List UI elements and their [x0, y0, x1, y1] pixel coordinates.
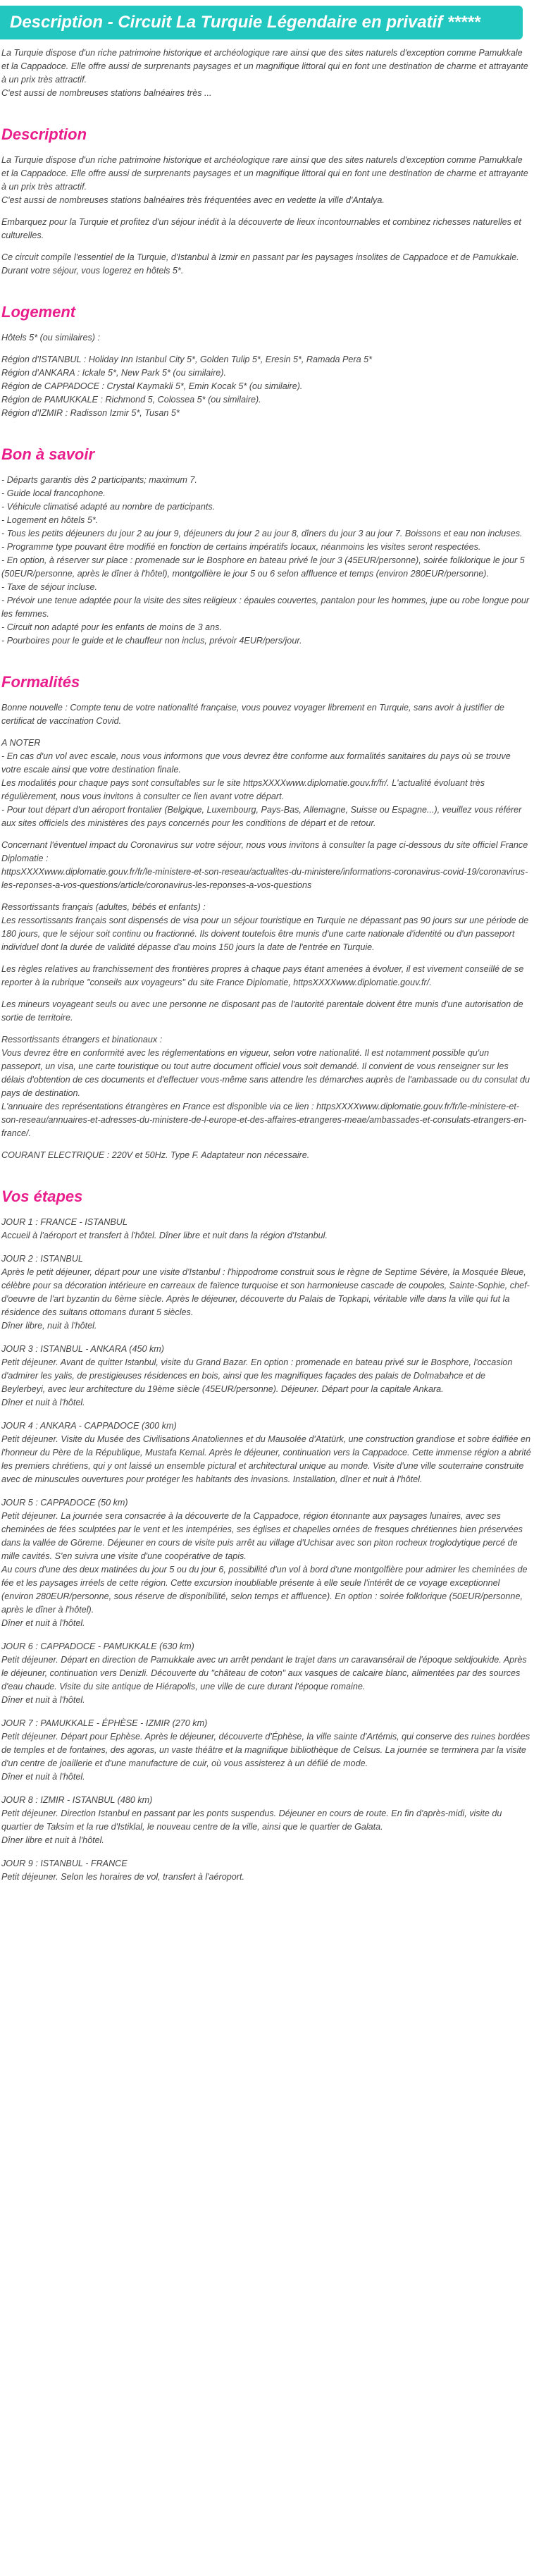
formalites-line: COURANT ELECTRIQUE : 220V et 50Hz. Type F. Adaptateur non nécessaire. — [1, 1150, 310, 1160]
bon-a-savoir-section — [1, 445, 531, 648]
day-text: Petit déjeuner. Départ pour Ephèse. Après le déjeuner, découverte d'Éphèse, la ville sainte d'Artémis, qui conserve des ruines bordées de temples et de fontaines, des agoras, un vaste théâtre et la magnifique bibliothèque de Celsus. La journée se terminera par la visite d'un centre de joaillerie et d'une manufacture de cuir, où vous assisterez à un défilé de mode. — [1, 1732, 530, 1768]
day-text: Petit déjeuner. Direction Istanbul en passant par les ponts suspendus. Déjeuner en cours de route. En fin d'après-midi, visite du quartier de Taksim et la rue d'Istiklal, le nouveau centre de la ville, ainsi que le quartier de Galata. — [1, 1808, 502, 1832]
day-extra: Dîner et nuit à l'hôtel. — [1, 1772, 85, 1782]
etapes-section — [1, 1188, 531, 1884]
day-text: Petit déjeuner. Avant de quitter Istanbul, visite du Grand Bazar. En option : promenade en bateau privé sur le Bosphore, l'occasion d'admirer les yalis, de prestigieuses résidences en bois, ainsi que les magnifiques façades des palais de Dolmabahce et de Beylerbeyi, avec leur architecture du 19ème siècle (45EUR/personne). Déjeuner. Départ pour la capitale Ankara. — [1, 1357, 513, 1394]
day-extra: Dîner et nuit à l'hôtel. — [1, 1398, 85, 1407]
logement-list — [1, 353, 531, 420]
logement-heading: Logement — [1, 303, 76, 321]
description-paragraph-2: Embarquez pour la Turquie et profitez d'un séjour inédit à la découverte de lieux incontournables et combinez richesses naturelles et culturelles. — [1, 217, 521, 240]
day-block — [1, 1216, 531, 1243]
content — [0, 47, 534, 1884]
bon-a-savoir-item: - Pourboires pour le guide et le chauffeur non inclus, prévoir 4EUR/pers/jour. — [1, 636, 302, 646]
day-block — [1, 1794, 531, 1847]
day-extra: Dîner libre, nuit à l'hôtel. — [1, 1321, 97, 1331]
formalites-line: Concernant l'éventuel impact du Coronavirus sur votre séjour, nous vous invitons à consulter la page ci-dessous du site officiel France Diplomatie : — [1, 840, 528, 863]
day-text: Petit déjeuner. Départ en direction de Pamukkale avec un arrêt pendant le trajet dans un caravansérail de l'époque seldjoukide. Après le déjeuner, continuation vers Denizli. Découverte du "château de coton" aux vasques de calcaire blanc, alimentées par des sources d'eau chaude. Visite du site antique de Hiérapolis, une ville de cure durant l'époque romaine. — [1, 1655, 527, 1691]
day-text: Petit déjeuner. Selon les horaires de vol, transfert à l'aéroport. — [1, 1872, 244, 1882]
day-text: Petit déjeuner. La journée sera consacrée à la découverte de la Cappadoce, région étonnante aux paysages lunaires, avec ses cheminées de fées sculptées par le vent et les intempéries, ses églises et chapelles ornées de fresques chrétiennes bien préservées dans la vallée de Göreme. Déjeuner en cours de visite puis arrêt au village d'Uchisar avec son piton rocheux troglodytique percé de mille cavités. S'en suivra une visite d'une coopérative de tapis. — [1, 1511, 523, 1561]
bon-a-savoir-item: - Véhicule climatisé adapté au nombre de participants. — [1, 502, 216, 512]
logement-line: Région de PAMUKKALE : Richmond 5, Colossea 5* (ou similaire). — [1, 395, 261, 405]
day-block — [1, 1343, 531, 1410]
description-text-1: La Turquie dispose d'un riche patrimoine historique et archéologique rare ainsi que des sites naturels d'exception comme Pamukkale et la Cappadoce. Elle offre aussi de surprenants paysages et un magnifique littoral qui en font une destination de charme et attrayante à un prix très attractif. — [1, 155, 528, 192]
bon-a-savoir-item: - Guide local francophone. — [1, 488, 106, 498]
day-title: JOUR 1 : FRANCE - ISTANBUL — [1, 1217, 128, 1227]
formalites-line: - En cas d'un vol avec escale, nous vous informons que vous devrez être conforme aux formalités sanitaires du pays où se trouve votre escale ainsi que votre destination finale. — [1, 751, 511, 775]
bon-a-savoir-item: - Logement en hôtels 5*. — [1, 515, 99, 525]
bon-a-savoir-item: - Programme type pouvant être modifié en fonction de certains impératifs locaux, néanmoins les visites seront respectées. — [1, 542, 481, 552]
day-title: JOUR 6 : CAPPADOCE - PAMUKKALE (630 km) — [1, 1641, 194, 1651]
formalites-paragraph — [1, 701, 531, 728]
formalites-paragraph — [1, 737, 531, 830]
logement-subtitle: Hôtels 5* (ou similaires) : — [1, 333, 100, 343]
day-title: JOUR 9 : ISTANBUL - FRANCE — [1, 1859, 128, 1868]
formalites-line: A NOTER — [1, 738, 41, 748]
description-paragraph-1 — [1, 154, 531, 207]
formalites-paragraph — [1, 839, 531, 892]
day-block — [1, 1419, 531, 1486]
formalites-line: Les ressortissants français sont dispensés de visa pour un séjour touristique en Turquie ne dépassant pas 90 jours sur une période de 180 jours, que le séjour soit continu ou fractionné. Ils doivent toutefois être munis d'une carte nationale d'identité ou d'un passeport individuel dont la durée de validité dépasse d'au moins 150 jours la date de l'entrée en Turquie. — [1, 916, 529, 952]
bon-a-savoir-item: - En option, à réserver sur place : promenade sur le Bosphore en bateau privé le jour 3 (45EUR/personne), soirée folklorique le jour 5 (50EUR/personne, après le dîner à l'hôtel), montgolfière le jour 5 ou 6 selon affluence et temps (environ 280EUR/personne). — [1, 555, 525, 579]
formalites-line: Les règles relatives au franchissement des frontières propres à chaque pays étant amenées à évoluer, il est vivement conseillé de se reporter à la rubrique "conseils aux voyageurs" du site France Diplomatie, httpsXXXXwww.diplomatie.gouv.fr/. — [1, 964, 524, 987]
formalites-line: Les modalités pour chaque pays sont consultables sur le site httpsXXXXwww.diplomatie.gouv.fr/fr/. L'actualité évoluant très régulièrement, nous vous invitons à consulter ce lien avant votre départ. — [1, 778, 485, 801]
day-extra: Au cours d'une des deux matinées du jour 5 ou du jour 6, possibilité d'un vol à bord d'une montgolfière pour admirer les cheminées de fée et les paysages irréels de cette région. Cette excursion inoubliable présente à elle seule l'intérêt de ce voyage exceptionnel (environ 280EUR/personne, sous réserve de disponibilité, selon temps et affluence). En option : soirée folklorique (50EUR/personne, après le dîner à l'hôtel). — [1, 1565, 528, 1615]
day-extra: Dîner libre et nuit à l'hôtel. — [1, 1835, 104, 1845]
formalites-line: Les mineurs voyageant seuls ou avec une personne ne disposant pas de l'autorité parentale doivent être munis d'une autorisation de sortie de territoire. — [1, 999, 523, 1023]
day-extra: Dîner et nuit à l'hôtel. — [1, 1695, 85, 1705]
intro-last-line: C'est aussi de nombreuses stations balnéaires très ... — [1, 88, 212, 98]
logement-line: Région de CAPPADOCE : Crystal Kaymakli 5*, Emin Kocak 5* (ou similaire). — [1, 381, 303, 391]
formalites-paragraph — [1, 963, 531, 990]
description-section — [1, 125, 531, 278]
bon-a-savoir-item: - Prévoir une tenue adaptée pour la visite des sites religieux : épaules couvertes, pantalon pour les hommes, jupe ou robe longue pour les femmes. — [1, 596, 530, 619]
day-title: JOUR 2 : ISTANBUL — [1, 1254, 83, 1264]
day-text: Petit déjeuner. Visite du Musée des Civilisations Anatoliennes et du Mausolée d'Atatürk, une construction grandiose et sobre édifiée en l'honneur du Père de la République, Mustafa Kemal. Après le déjeuner, continuation vers la Cappadoce. Cette immense région a abrité les premiers chrétiens, qui y ont laissé un ensemble pictural et architectural unique au monde. Visite d'une ville souterraine construite avec de minuscules ouvertures pour protéger les habitants des invasions. Installation, dîner et nuit à l'hôtel. — [1, 1434, 531, 1484]
logement-section — [1, 303, 531, 420]
logement-line: Région d'IZMIR : Radisson Izmir 5*, Tusan 5* — [1, 408, 180, 418]
day-title: JOUR 5 : CAPPADOCE (50 km) — [1, 1498, 128, 1508]
day-block — [1, 1252, 531, 1333]
day-text: Après le petit déjeuner, départ pour une visite d'Istanbul : l'hippodrome construit sous le règne de Septime Sévère, la Mosquée Bleue, célèbre pour sa décoration intérieure en carreaux de faïence turquoise et son harmonieuse cascade de coupoles, Sainte-Sophie, chef-d'oeuvre de l'art byzantin du 6ème siècle. Après le déjeuner, découverte du Palais de Topkapi, véritable ville dans la ville qui fut la résidence des sultans ottomans durant 5 siècles. — [1, 1267, 530, 1317]
day-title: JOUR 4 : ANKARA - CAPPADOCE (300 km) — [1, 1421, 177, 1431]
intro-section — [1, 47, 531, 100]
etapes-heading: Vos étapes — [1, 1188, 83, 1205]
day-text: Accueil à l'aéroport et transfert à l'hôtel. Dîner libre et nuit dans la région d'Istanbul. — [1, 1231, 328, 1240]
formalites-paragraph — [1, 1033, 531, 1140]
day-block — [1, 1857, 531, 1884]
day-title: JOUR 3 : ISTANBUL - ANKARA (450 km) — [1, 1344, 164, 1354]
description-text-1-last: C'est aussi de nombreuses stations balnéaires très fréquentées avec en vedette la ville d'Antalya. — [1, 195, 385, 205]
day-extra-2: Dîner et nuit à l'hôtel. — [1, 1618, 85, 1628]
day-block — [1, 1640, 531, 1707]
logement-line: Région d'ANKARA : Ickale 5*, New Park 5* (ou similaire). — [1, 368, 227, 378]
formalites-line: Ressortissants français (adultes, bébés et enfants) : — [1, 902, 206, 912]
formalites-line: httpsXXXXwww.diplomatie.gouv.fr/fr/le-ministere-et-son-reseau/actualites-du-ministere/informations-coronavirus-covid-19/coronavirus-les-reponses-a-vos-questions/article/coronavirus-les-reponses-a-vos-questions — [1, 867, 528, 890]
bon-a-savoir-item: - Départs garantis dès 2 participants; maximum 7. — [1, 475, 197, 485]
day-title: JOUR 7 : PAMUKKALE - ÉPHÈSE - IZMIR (270 km) — [1, 1718, 208, 1728]
formalites-line: Vous devrez être en conformité avec les réglementations en vigueur, selon votre nationalité. Il est notamment possible qu'un passeport, un visa, une carte touristique ou tout autre document officiel vous soit demandé. Il convient de vous renseigner sur les délais d'obtention de ces documents et d'effectuer vous-même sans attendre les démarches auprès de l'ambassade ou du consulat du pays de destination. — [1, 1048, 530, 1098]
etapes-days — [1, 1216, 531, 1884]
day-title: JOUR 8 : IZMIR - ISTANBUL (480 km) — [1, 1795, 153, 1805]
formalites-paragraph — [1, 1149, 531, 1162]
formalites-paragraph — [1, 998, 531, 1025]
day-block — [1, 1496, 531, 1630]
day-block — [1, 1717, 531, 1784]
bon-a-savoir-item: - Tous les petits déjeuners du jour 2 au jour 9, déjeuners du jour 2 au jour 8, dîners du jour 3 au jour 7. Boissons et eau non incluses. — [1, 529, 523, 538]
bon-a-savoir-item: - Circuit non adapté pour les enfants de moins de 3 ans. — [1, 622, 222, 632]
formalites-section — [1, 673, 531, 1162]
formalites-line: - Pour tout départ d'un aéroport frontalier (Belgique, Luxembourg, Pays-Bas, Allemagne, Suisse ou Espagne...), veuillez vous référer aux sites officiels des ministères des pays concernés pour les conditions de départ et de retour. — [1, 805, 522, 828]
page — [0, 6, 534, 1908]
intro-paragraph — [1, 47, 531, 100]
formalites-line: Bonne nouvelle : Compte tenu de votre nationalité française, vous pouvez voyager librement en Turquie, sans avoir à justifier de certificat de vaccination Covid. — [1, 703, 504, 726]
bon-a-savoir-list — [1, 474, 531, 648]
formalites-line: L'annuaire des représentations étrangères en France est disponible via ce lien : httpsXXXXwww.diplomatie.gouv.fr/fr/le-ministere-et-son-reseau/annuaires-et-adresses-du-ministere-de-l-europe-et-des-affaires-etrangeres-meae/ambassades-et-consulats-etrangers-en-france/. — [1, 1102, 527, 1138]
formalites-heading: Formalités — [1, 673, 80, 691]
formalites-line: Ressortissants étrangers et binationaux : — [1, 1035, 163, 1044]
description-paragraph-3: Ce circuit compile l'essentiel de la Turquie, d'Istanbul à Izmir en passant par les paysages insolites de Cappadoce et de Pamukkale. Durant votre séjour, vous logerez en hôtels 5*. — [1, 252, 519, 276]
bon-a-savoir-item: - Taxe de séjour incluse. — [1, 582, 98, 592]
bon-a-savoir-heading: Bon à savoir — [1, 445, 95, 463]
formalites-paragraph — [1, 901, 531, 954]
intro-text: La Turquie dispose d'un riche patrimoine historique et archéologique rare ainsi que des sites naturels d'exception comme Pamukkale et la Cappadoce. Elle offre aussi de surprenants paysages et un magnifique littoral qui en font une destination de charme et attrayante à un prix très attractif. — [1, 48, 528, 85]
formalites-blocks — [1, 701, 531, 1162]
page-title-banner: Description - Circuit La Turquie Légendaire en privatif ***** — [0, 6, 523, 39]
logement-line: Région d'ISTANBUL : Holiday Inn Istanbul City 5*, Golden Tulip 5*, Eresin 5*, Ramada Pera 5* — [1, 355, 373, 364]
description-heading: Description — [1, 125, 87, 143]
